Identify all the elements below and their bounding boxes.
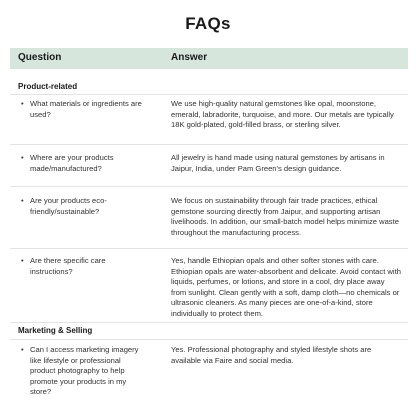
question-column-header: Question [18,52,62,63]
faq-question: Can I access marketing imagery like lifestyle or professional product photography to help promote your products in my store? [30,345,139,397]
faq-answer: Yes. Professional photography and styled lifestyle shots are available via Faire and social media. [171,345,372,365]
faq-answer: We focus on sustainability through fair trade practices, ethical gemstone sourcing directly from Jaipur, and supporting artisan livelihoods. In addition, our small-batch model helps minimize waste throughout the manufacturing process. [171,196,399,237]
faq-answer: All jewelry is hand made using natural gemstones by artisans in Jaipur, India, under Pam Green's design guidance. [171,153,385,173]
page-title: FAQs [185,14,231,33]
bullet-icon: • [21,256,24,265]
table-header [10,48,408,69]
answer-column-header: Answer [171,52,208,63]
bullet-icon: • [21,99,24,108]
faq-answer: We use high-quality natural gemstones like opal, moonstone, emerald, labradorite, turquoise, and more. Our metals are typically 18K gold-plated, gold-filled brass, or sterling silver. [171,99,394,130]
bullet-icon: • [21,196,24,205]
divider [10,322,408,323]
divider [10,94,408,95]
faq-question: Are your products eco-friendly/sustainable? [30,196,107,216]
divider [10,186,408,187]
section-heading-marketing-selling: Marketing & Selling [18,326,93,335]
faq-question: Where are your products made/manufactured? [30,153,114,173]
section-heading-product-related: Product-related [18,82,78,91]
bullet-icon: • [21,345,24,354]
bullet-icon: • [21,153,24,162]
faq-question: Are there specific care instructions? [30,256,106,276]
divider [10,339,408,340]
faq-question: What materials or ingredients are used? [30,99,142,119]
faq-answer: Yes, handle Ethiopian opals and other softer stones with care. Ethiopian opals are water-absorbent and delicate. Avoid contact with liquids, perfumes, or lotions, and store in a cool, dry place away from sunlight. Clean gently with a soft, damp cloth—no chemicals or ultrasonic cleaners. As many pieces are one-of-a-kind, store individually to protect them. [171,256,401,318]
divider [10,248,408,249]
divider [10,144,408,145]
